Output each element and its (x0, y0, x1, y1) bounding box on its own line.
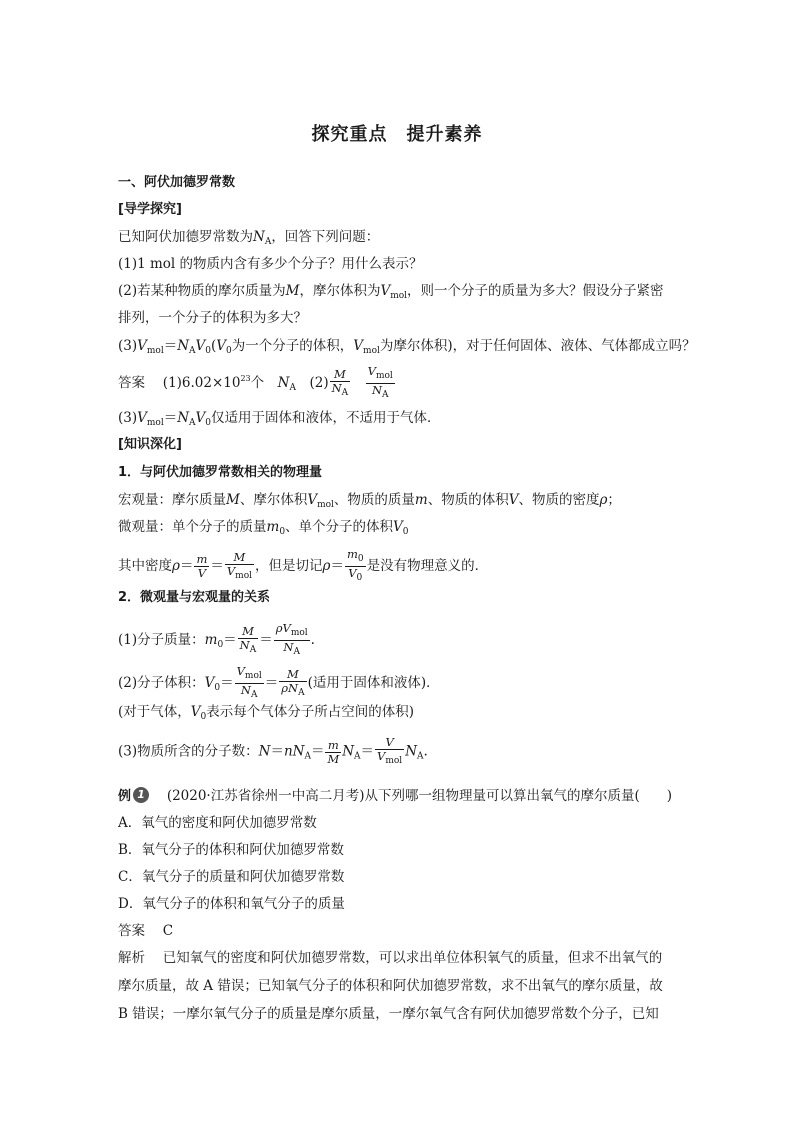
analysis-line-2: 摩尔质量，故 A 错误；已知氧气分子的体积和阿伏加德罗常数，求不出氧气的摩尔质量，故 (118, 978, 663, 994)
question-1: (1)1 mol 的物质内含有多少个分子？用什么表示？ (118, 256, 423, 272)
option-b: B．氧气分子的体积和阿伏加德罗常数 (118, 842, 344, 858)
question-2-cont: 排列，一个分子的体积为多大？ (118, 310, 307, 326)
formula-molecule-mass: (1)分子质量：$m_0=$ $\frac{M}{N_A}$ ＝ $\frac{\rho V_{mol}}{N_A}$ . (118, 621, 315, 657)
formula-molecule-count: (3)物质所含的分子数：$N=nN_A=$ $\frac{m}{M}$ $N_A=$ $\frac{V}{V_{mol}}$ $N_A$. (118, 735, 428, 766)
example-answer: 答案 C (118, 923, 174, 939)
analysis-line-1: 解析 已知氧气的密度和阿伏加德罗常数，可以求出单位体积氧气的质量，但求不出氧气的 (118, 950, 663, 966)
section-heading: 一、阿伏加德罗常数 (118, 175, 236, 190)
answer-3: $(3)V_{mol}=N_AV_0$仅适用于固体和液体，不适用于气体． (118, 410, 441, 428)
question-2: (2)若某种物质的摩尔质量为M，摩尔体积为$V_{mol}$，则一个分子的质量为多大？假设分子紧密 (118, 283, 664, 301)
macro-quantities: 宏观量：摩尔质量M、摩尔体积$V_{mol}$、物质的质量m、物质的体积V、物质的密度ρ； (118, 492, 621, 510)
answer-line: 答案 $(1)6.02\times 10^{23}$个 $N_A$ (2) $\frac{M}{N_A}$ $\frac{V_{mol}}{N_A}$ (118, 364, 393, 400)
question-3: $(3)V_{mol}=N_AV_0(V_0$为一个分子的体积，$V_{mol}$为摩尔体积)，对于任何固体、液体、气体都成立吗？ (118, 338, 696, 356)
option-d: D．氧气分子的体积和氧气分子的质量 (118, 896, 345, 912)
example-question: 例 1 (2020·江苏省徐州一中高二月考)从下列哪一组物理量可以算出氧气的摩尔质量( ) (118, 788, 673, 804)
example-number-badge: 1 (133, 787, 149, 803)
option-a: A．氧气的密度和阿伏加德罗常数 (118, 815, 317, 831)
guide-header: [导学探究] (118, 202, 182, 217)
micro-quantities: 微观量：单个分子的质量$m_0$、单个分子的体积$V_0$ (118, 519, 409, 537)
option-c: C．氧气分子的质量和阿伏加德罗常数 (118, 869, 345, 885)
page-title: 探究重点 提升素养 (311, 124, 483, 145)
knowledge-2-title: 2．微观量与宏观量的关系 (118, 590, 271, 605)
density-formula: 其中密度ρ＝ $\frac{m}{V}$ ＝ $\frac{M}{V_{mol}}$ ，但是切记ρ＝ $\frac{m_0}{V_0}$ 是没有物理意义的． (118, 547, 489, 583)
intro-line: 已知阿伏加德罗常数为$N_A$，回答下列问题： (118, 229, 380, 247)
gas-note: (对于气体，$V_0$表示每个气体分子所占空间的体积) (118, 704, 415, 722)
analysis-line-3: B 错误；一摩尔氧气分子的质量是摩尔质量，一摩尔氧气含有阿伏加德罗常数个分子，已知 (118, 1006, 659, 1022)
knowledge-1-title: 1．与阿伏加德罗常数相关的物理量 (118, 465, 323, 480)
deepen-header: [知识深化] (118, 437, 182, 452)
formula-molecule-volume: (2)分子体积：$V_0=$ $\frac{V_{mol}}{N_A}$ ＝ $\frac{M}{\rho N_A}$ (适用于固体和液体)． (118, 664, 440, 700)
